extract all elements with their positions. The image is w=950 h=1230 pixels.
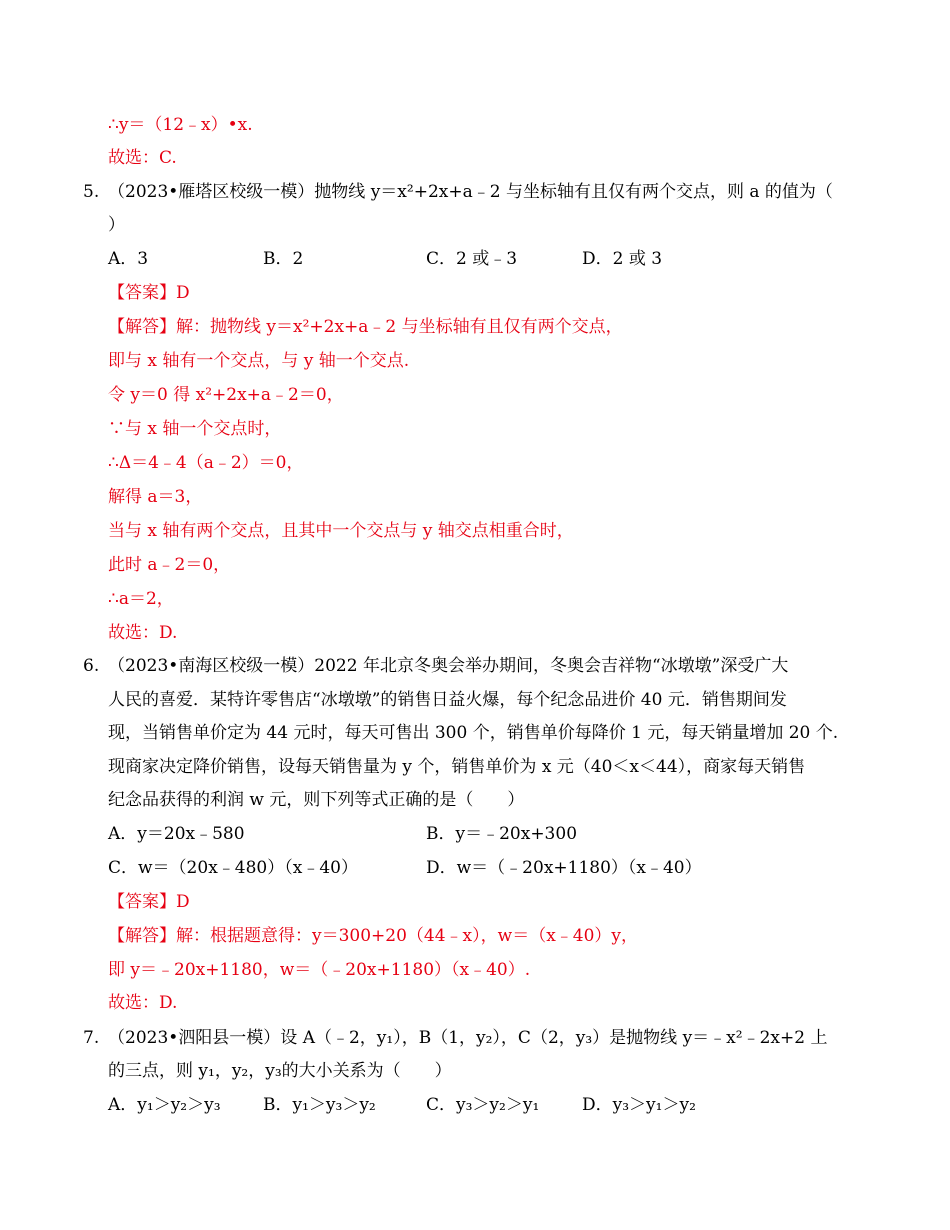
q5-option-d: D．2 或 3 <box>582 249 663 269</box>
q5-stem-line-2: ） <box>108 215 125 235</box>
q6-option-b: B．y＝﹣20x+300 <box>426 824 578 844</box>
q5-answer: 【答案】D <box>108 283 190 303</box>
q5-option-a: A．3 <box>108 249 149 269</box>
q5-solution-line: 解得 a＝3， <box>108 487 203 507</box>
q5-option-b: B．2 <box>263 249 304 269</box>
q6-option-d: D．w＝（﹣20x+1180）（x﹣40） <box>426 858 702 878</box>
q7-option-a: A．y₁＞y₂＞y₃ <box>108 1095 221 1115</box>
q6-stem-line: 人民的喜爱．某特许零售店“冰墩墩”的销售日益火爆，每个纪念品进价 40 元．销售期间发 <box>108 690 787 710</box>
q7-option-d: D．y₃＞y₁＞y₂ <box>582 1095 696 1115</box>
q5-stem-line-1: （2023•雁塔区校级一模）抛物线 y＝x²+2x+a﹣2 与坐标轴有且仅有两个交点，则 a 的值为（ <box>108 182 833 202</box>
q7-stem-line-1: （2023•泗阳县一模）设 A（﹣2，y₁），B（1，y₂），C（2，y₃）是抛物线 y＝﹣x²﹣2x+2 上 <box>108 1028 828 1048</box>
q6-option-a: A．y＝20x﹣580 <box>108 824 245 844</box>
q5-solution-line: ∵与 x 轴一个交点时， <box>108 419 282 439</box>
q6-solution-line: 【解答】解：根据题意得：y＝300+20（44﹣x），w＝（x﹣40）y， <box>108 926 639 946</box>
q6-stem-line: 现，当销售单价定为 44 元时，每天可售出 300 个，销售单价每降价 1 元，每天销量增加 20 个. <box>108 723 839 743</box>
q6-answer: 【答案】D <box>108 892 190 912</box>
q6-option-c: C．w＝（20x﹣480）（x﹣40） <box>108 858 358 878</box>
q5-solution-line: ∴Δ＝4﹣4（a﹣2）＝0， <box>108 453 304 473</box>
q6-stem-line: （2023•南海区校级一模）2022 年北京冬奥会举办期间，冬奥会吉祥物“冰墩墩”深受广大 <box>108 656 789 676</box>
q6-number: 6. <box>83 656 100 676</box>
q7-option-b: B．y₁＞y₃＞y₂ <box>263 1095 376 1115</box>
q6-stem-line: 纪念品获得的利润 w 元，则下列等式正确的是（ ） <box>108 790 525 810</box>
q5-solution-line: 即与 x 轴有一个交点，与 y 轴一个交点. <box>108 351 410 371</box>
q6-solution-line: 故选：D. <box>108 993 178 1013</box>
q6-solution-line: 即 y＝﹣20x+1180，w＝（﹣20x+1180）（x﹣40）. <box>108 960 531 980</box>
prev-solution-line-2: 故选：C. <box>108 148 177 168</box>
q5-solution-line: 令 y＝0 得 x²+2x+a﹣2＝0， <box>108 385 344 405</box>
q5-number: 5. <box>83 182 100 202</box>
prev-solution-line-1: ∴y＝（12﹣x）•x. <box>108 115 253 135</box>
q5-solution-line: 故选：D. <box>108 623 178 643</box>
q5-solution-line: 此时 a﹣2＝0， <box>108 555 231 575</box>
q7-stem-line-2: 的三点，则 y₁，y₂，y₃的大小关系为（ ） <box>108 1061 452 1081</box>
q5-solution-line: 【解答】解：抛物线 y＝x²+2x+a﹣2 与坐标轴有且仅有两个交点， <box>108 317 623 337</box>
q7-number: 7. <box>83 1028 100 1048</box>
q7-option-c: C．y₃＞y₂＞y₁ <box>426 1095 540 1115</box>
q6-stem-line: 现商家决定降价销售，设每天销售量为 y 个，销售单价为 x 元（40＜x＜44），商家每天销售 <box>108 757 806 777</box>
q5-option-c: C．2 或﹣3 <box>426 249 518 269</box>
q5-solution-line: ∴a＝2， <box>108 589 174 609</box>
q5-solution-line: 当与 x 轴有两个交点，且其中一个交点与 y 轴交点相重合时， <box>108 521 574 541</box>
